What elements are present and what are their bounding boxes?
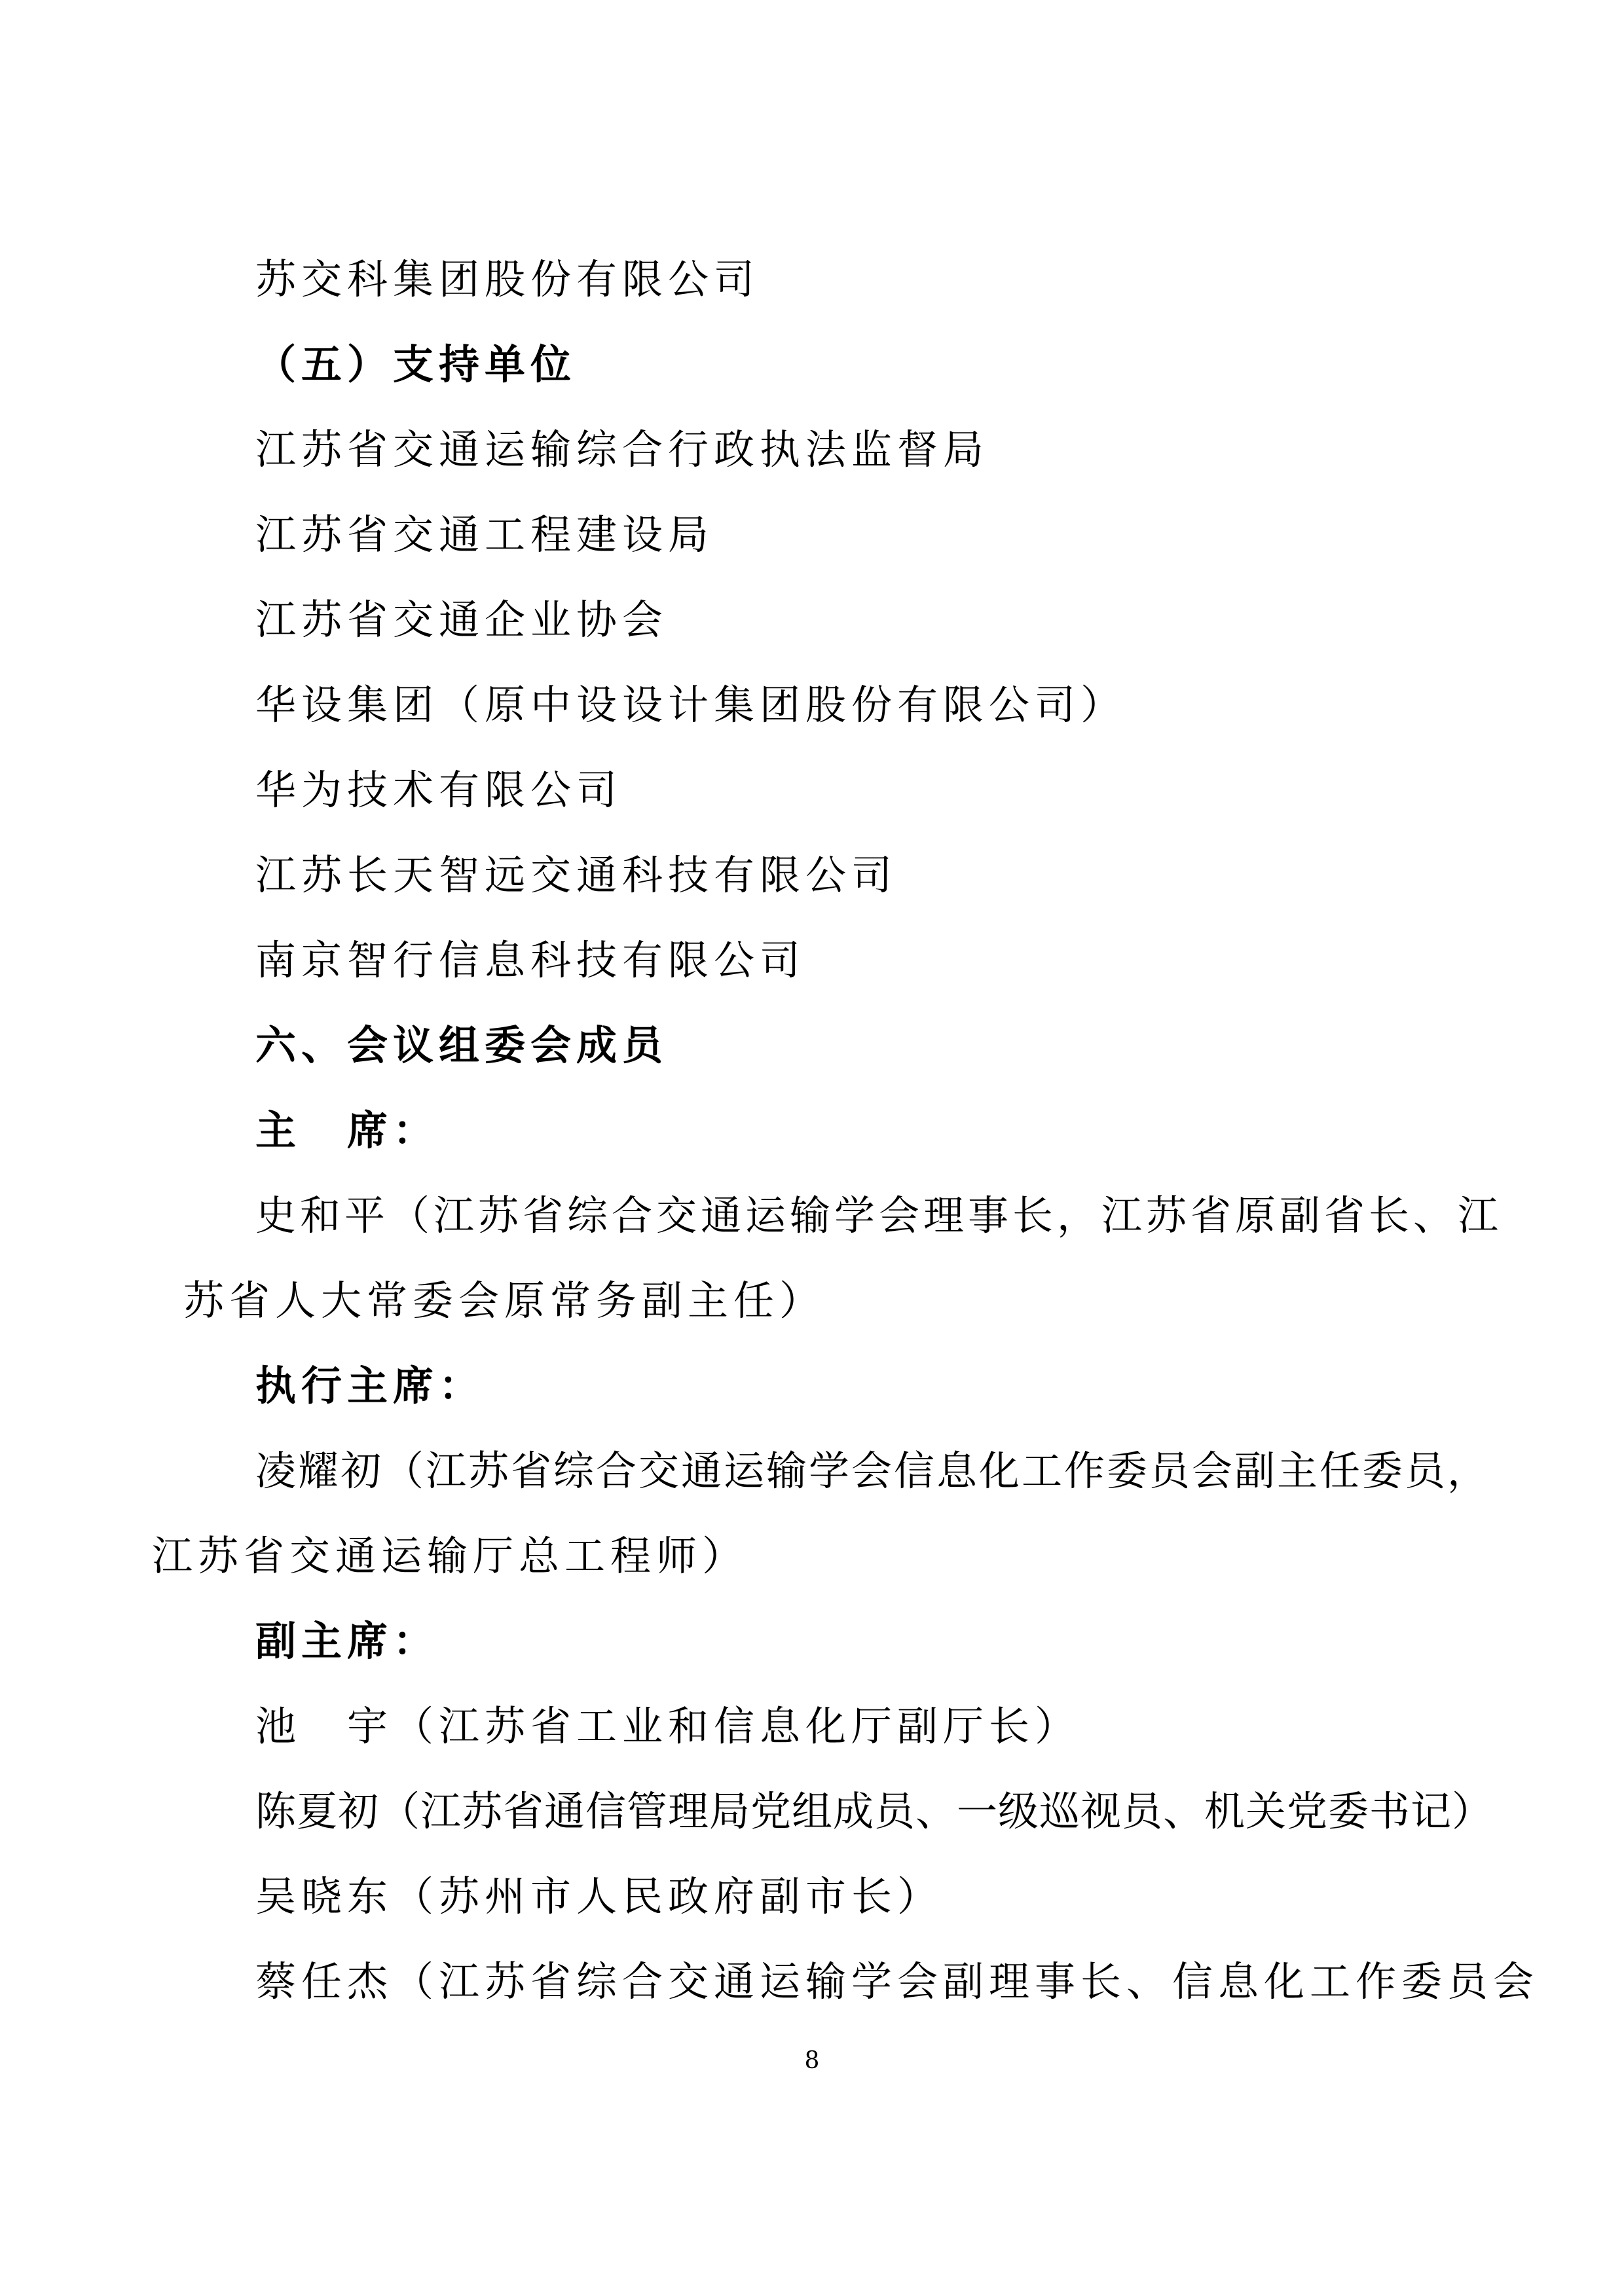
page-number: 8 — [804, 2047, 820, 2074]
text-line: 凌耀初（江苏省综合交通运输学会信息化工作委员会副主任委员， — [255, 1447, 1490, 1495]
page-footer — [0, 2048, 1624, 2074]
subheading: （五）支持单位 — [255, 340, 577, 388]
text-line: 陈夏初（江苏省通信管理局党组成员、一级巡视员、机关党委书记） — [255, 1787, 1494, 1835]
text-line: 吴晓东（苏州市人民政府副市长） — [255, 1872, 944, 1920]
text-line: 华为技术有限公司 — [255, 766, 623, 814]
text-line: 蔡任杰（江苏省综合交通运输学会副理事长、信息化工作委员会 — [255, 1958, 1540, 2005]
section-heading: 六、会议组委会成员 — [255, 1021, 669, 1069]
subheading: 主 席： — [255, 1106, 439, 1154]
text-line: 华设集团（原中设设计集团股份有限公司） — [255, 681, 1127, 729]
subheading: 执行主席： — [255, 1362, 485, 1410]
text-line: 苏交科集团股份有限公司 — [255, 255, 760, 303]
text-line: 江苏省交通工程建设局 — [255, 511, 714, 558]
text-line: 南京智行信息科技有限公司 — [255, 936, 806, 984]
text-line: 江苏省交通运输综合行政执法监督局 — [255, 426, 989, 473]
text-line: 史和平（江苏省综合交通运输学会理事长，江苏省原副省长、江 — [255, 1192, 1503, 1239]
text-line: 江苏省交通企业协会 — [255, 596, 669, 644]
subheading: 副主席： — [255, 1617, 439, 1665]
text-line: 江苏省交通运输厅总工程师） — [152, 1532, 748, 1580]
text-line: 江苏长天智远交通科技有限公司 — [255, 851, 898, 899]
text-line: 池 宇（江苏省工业和信息化厅副厅长） — [255, 1702, 1081, 1750]
text-line: 苏省人大常委会原常务副主任） — [183, 1277, 826, 1324]
